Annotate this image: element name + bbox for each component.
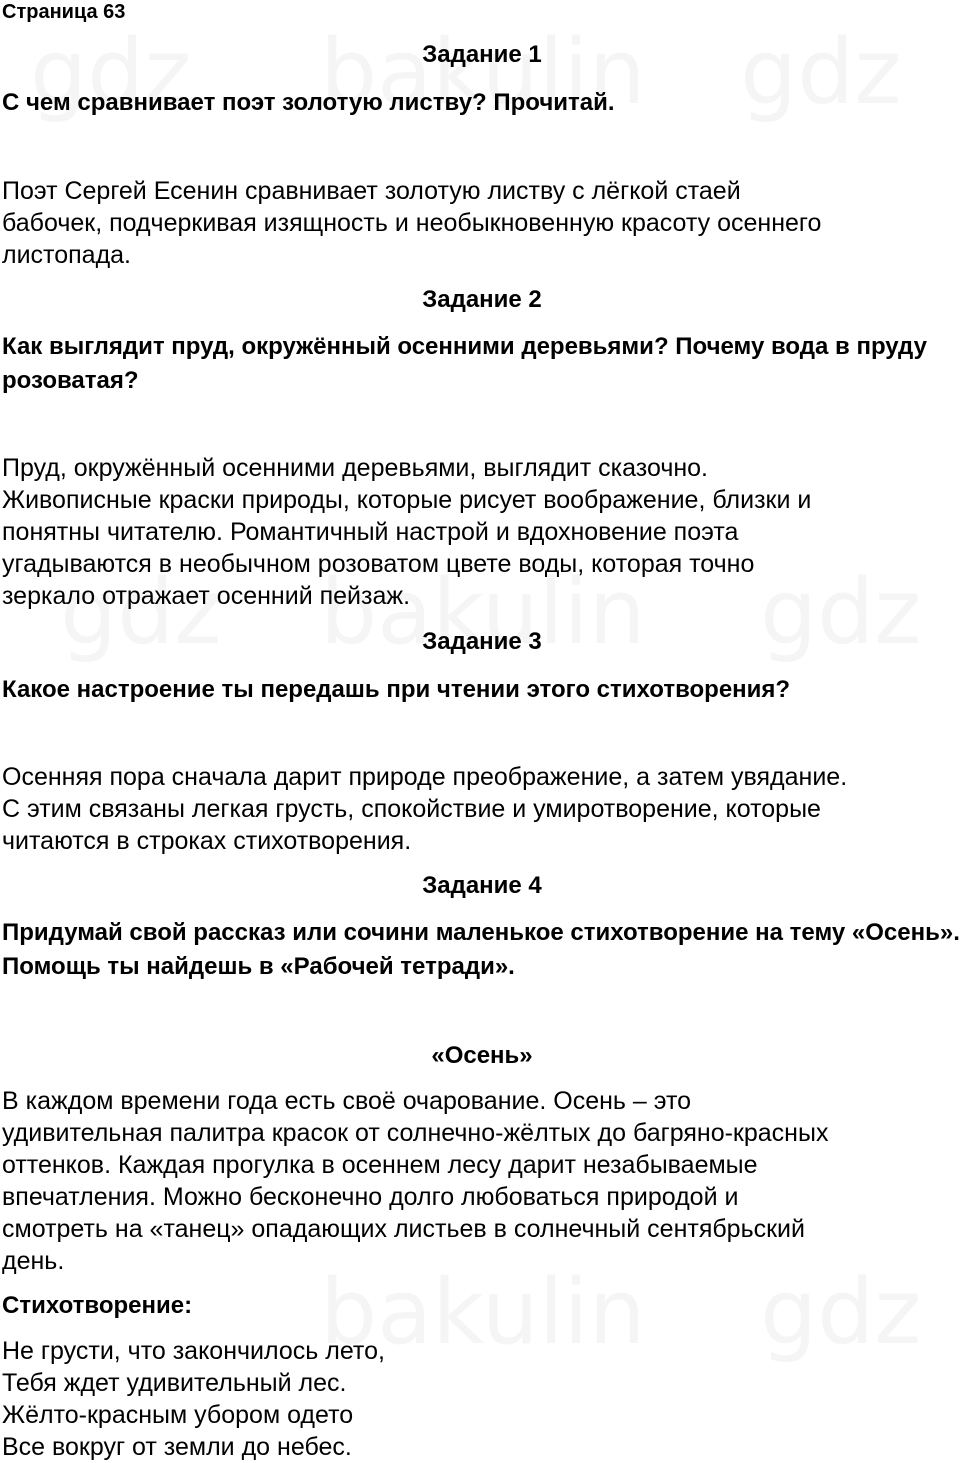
task-3-answer: Осенняя пора сначала дарит природе преображение, а затем увядание. С этим связаны легкая грусть, спокойствие и умиротворение, которые читаются в строках стихотворения. — [2, 763, 848, 855]
task-4-title: Задание 4 — [422, 872, 542, 899]
task-1-answer: Поэт Сергей Есенин сравнивает золотую листву с лёгкой стаей бабочек, подчеркивая изящность и необыкновенную красоту осеннего листопада. — [2, 177, 822, 269]
poem-line: Тебя ждет удивительный лес. — [2, 1369, 347, 1397]
page-label: Страница 63 — [2, 1, 126, 23]
task-2-title: Задание 2 — [422, 286, 542, 313]
task-2-answer: Пруд, окружённый осенними деревьями, выглядит сказочно. Живописные краски природы, которые рисует воображение, близки и понятны читателю. Романтичный настрой и вдохновение поэта угадываются в необычном розоватом цвете воды, которая точно зеркало отражает осенний пейзаж. — [2, 454, 812, 610]
task-4-answer: В каждом времени года есть своё очарование. Осень – это удивительная палитра красок от солнечно-жёлтых до багряно-красных оттенков. Каждая прогулка в осеннем лесу дарит незабываемые впечатления. Можно бесконечно долго любоваться природой и смотреть на «танец» опадающих листьев в солнечный сентябрьский день. — [2, 1087, 829, 1275]
task-4-question: Придумай свой рассказ или сочини маленькое стихотворение на тему «Осень». Помощь ты найдешь в «Рабочей тетради». — [2, 919, 960, 980]
poem-line: Все вокруг от земли до небес. — [2, 1433, 352, 1461]
task-2-question: Как выглядит пруд, окружённый осенними деревьями? Почему вода в пруду розоватая? — [2, 333, 927, 394]
task-1-question: С чем сравнивает поэт золотую листву? Прочитай. — [2, 89, 615, 116]
poem-heading: Стихотворение: — [2, 1292, 193, 1319]
task-3-question: Какое настроение ты передашь при чтении этого стихотворения? — [2, 676, 791, 703]
poem — [2, 1335, 962, 1463]
task-1-title: Задание 1 — [422, 41, 542, 68]
poem-line: Не грусти, что закончилось лето, — [2, 1337, 385, 1365]
story-title: «Осень» — [431, 1042, 533, 1069]
task-3-title: Задание 3 — [422, 628, 542, 655]
poem-line: Жёлто-красным убором одето — [2, 1401, 354, 1429]
